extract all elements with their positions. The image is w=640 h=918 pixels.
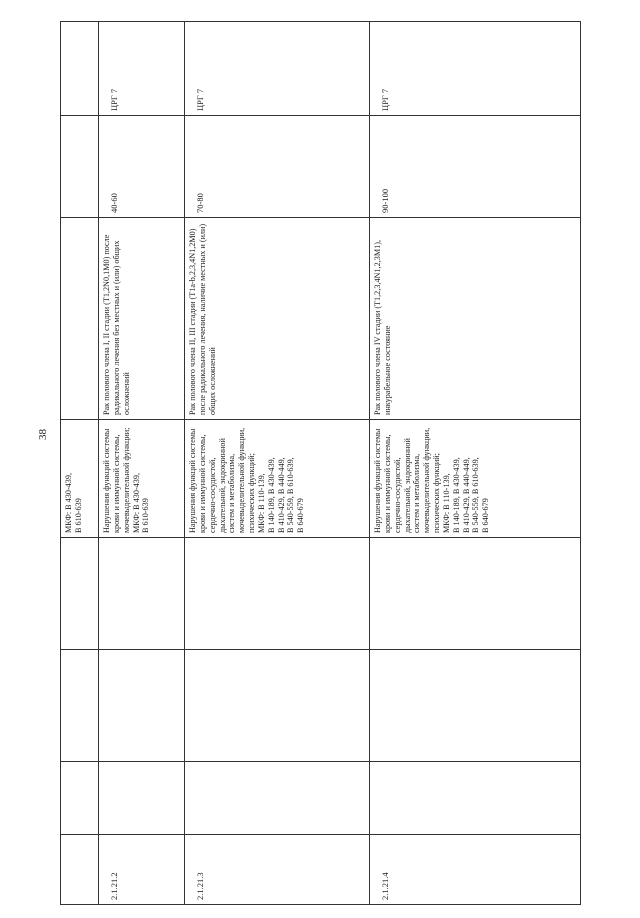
cell-empty xyxy=(99,762,185,835)
impairment-cell: Нарушения функций системы крови и иммунной системы, сердечно-сосудистой, дыхательной, эндокринной систем и метаболизма, мочевыделительной функции, психических функций; МКФ: В 110-139, В 140-189, В 430-439, В 410-429, В 440-449, В 540-559, В 610-639, В 640-679 xyxy=(370,420,581,538)
cell-empty xyxy=(370,538,581,650)
cell-empty xyxy=(370,762,581,835)
cell-empty xyxy=(99,650,185,762)
impairment-cell: Нарушения функций системы крови и иммунной системы, сердечно-сосудистой, дыхательной, эндокринной систем и метаболизма, мочевыделительной функции, психических функций; МКФ: В 110-139, В 140-189, В 430-439, В 410-429, В 440-449, В 540-559, В 610-639, В 640-679 xyxy=(185,420,370,538)
row-code: 2.1.21.2 xyxy=(99,835,185,905)
cell-empty xyxy=(99,538,185,650)
cell-empty xyxy=(61,650,99,762)
cell-empty xyxy=(61,762,99,835)
impairment-cell: Нарушения функций системы крови и иммунной системы, мочевыделительной функции; МКФ: В 430-439, В 610-639 xyxy=(99,420,185,538)
cell-empty xyxy=(61,22,99,116)
cell-empty xyxy=(185,538,370,650)
cell-empty xyxy=(61,538,99,650)
classification-table xyxy=(60,21,581,905)
disease-cell: Рак полового члена IV стадии (Т1,2,3,4N1,2,3M1), инкурабельное состояние xyxy=(370,218,581,420)
cell-empty xyxy=(185,650,370,762)
table-row xyxy=(61,22,99,905)
rotated-table-wrapper xyxy=(60,22,580,905)
page-number: 38 xyxy=(37,429,49,440)
group-cell: ЦРГ 7 xyxy=(370,22,581,116)
cell-empty xyxy=(61,835,99,905)
cell-empty xyxy=(370,650,581,762)
group-cell: ЦРГ 7 xyxy=(99,22,185,116)
table-row xyxy=(99,22,185,905)
cell-empty xyxy=(61,116,99,218)
percent-cell: 40-60 xyxy=(99,116,185,218)
continuation-cell: МКФ: В 430-439, В 610-639 xyxy=(61,420,99,538)
percent-cell: 70-80 xyxy=(185,116,370,218)
disease-cell: Рак полового члена I, II стадии (Т1,2N0,1M0) после радикального лечения без местных и (или) общих осложнений xyxy=(99,218,185,420)
cell-empty xyxy=(61,218,99,420)
table-row xyxy=(185,22,370,905)
percent-cell: 90-100 xyxy=(370,116,581,218)
row-code: 2.1.21.4 xyxy=(370,835,581,905)
row-code: 2.1.21.3 xyxy=(185,835,370,905)
table-row xyxy=(370,22,581,905)
cell-empty xyxy=(185,762,370,835)
group-cell: ЦРГ 7 xyxy=(185,22,370,116)
disease-cell: Рак полового члена II, III стадии (Т1a-b,2,3,4N1,2M0) после радикального лечения, наличие местных и (или) общих осложнений xyxy=(185,218,370,420)
